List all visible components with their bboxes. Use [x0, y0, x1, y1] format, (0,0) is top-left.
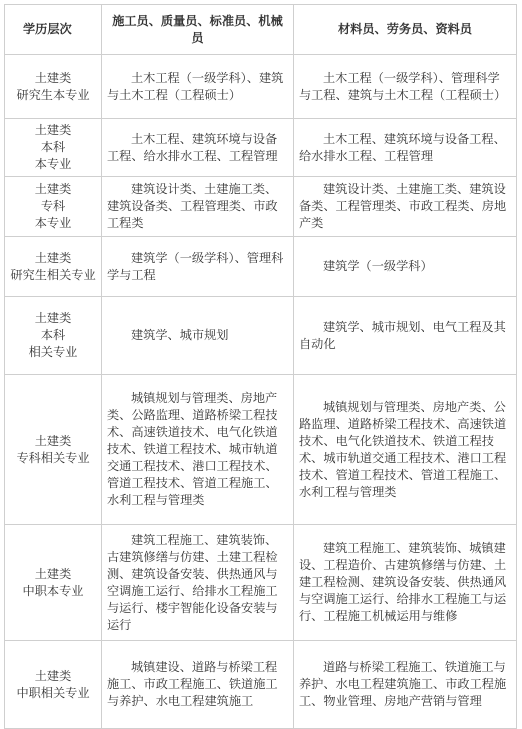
row-group-a: [102, 177, 294, 237]
row-group-a: [102, 119, 294, 177]
row-level: 土建类 专科相关专业: [5, 375, 102, 525]
row-level: 土建类 中职本专业: [5, 525, 102, 641]
row-group-b-text: 建筑学、城市规划、电气工程及其自动化: [299, 319, 506, 351]
row-group-b: [294, 525, 517, 641]
row-group-a: [102, 297, 294, 375]
row-group-a: [102, 375, 294, 525]
row-level: 土建类 研究生本专业: [5, 55, 102, 119]
row-group-a-text: 建筑学、城市规划: [131, 328, 229, 342]
row-group-b: [294, 55, 517, 119]
row-level: 土建类 研究生相关专业: [5, 237, 102, 297]
row-group-a: [102, 237, 294, 297]
table-row: [5, 297, 517, 375]
row-group-b-text: 土木工程、建筑环境与设备工程、给水排水工程、工程管理: [299, 131, 506, 163]
major-requirements-table: [4, 4, 517, 729]
row-group-b: [294, 177, 517, 237]
row-group-a-text: 城镇建设、道路与桥梁工程施工、市政工程施工、铁道施工与养护、水电工程建筑施工: [107, 660, 278, 708]
row-group-b: [294, 119, 517, 177]
row-group-b-text: 土木工程（一级学科）、管理科学与工程、建筑与土木工程（工程硕士）: [299, 70, 507, 102]
table-row: [5, 119, 517, 177]
table-row: [5, 641, 517, 729]
row-group-b-text: 建筑学（一级学科）: [323, 259, 433, 273]
row-group-a-text: 建筑学（一级学科）、管理科学与工程: [107, 250, 284, 282]
row-group-b: [294, 641, 517, 729]
table-row: [5, 525, 517, 641]
row-level: 土建类 本科 相关专业: [5, 297, 102, 375]
row-group-b: [294, 237, 517, 297]
header-group-b: 材料员、劳务员、资料员: [294, 5, 517, 55]
row-group-a: [102, 55, 294, 119]
table-row: [5, 177, 517, 237]
row-group-a-text: 建筑设计类、土建施工类、建筑设备类、工程管理类、市政工程类: [107, 182, 278, 230]
row-group-a-text: 土木工程、建筑环境与设备工程、给水排水工程、工程管理: [107, 131, 278, 163]
row-group-b-text: 建筑设计类、土建施工类、建筑设备类、工程管理类、市政工程类、房地产类: [299, 182, 507, 230]
row-group-b-text: 建筑工程施工、建筑装饰、城镇建设、工程造价、古建筑修缮与仿建、土建工程检测、建筑设备安装、供热通风与空调施工运行、给排水工程施工与运行、工程施工机械运用与维修: [299, 541, 507, 623]
header-row: [5, 5, 517, 55]
row-group-b-text: 城镇规划与管理类、房地产类、公路监理、道路桥梁工程技术、高速铁道技术、电气化铁道技术、铁道工程技术、城市轨道交通工程技术、港口工程技术、管道工程技术、管道工程施工、水利工程与管理类: [299, 399, 507, 499]
row-group-b: [294, 297, 517, 375]
row-group-a-text: 建筑工程施工、建筑装饰、古建筑修缮与仿建、土建工程检测、建筑设备安装、供热通风与空调施工运行、给排水工程施工与运行、楼宇智能化设备安装与运行: [107, 532, 278, 632]
row-level: 土建类 本科 本专业: [5, 119, 102, 177]
table-row: [5, 375, 517, 525]
row-group-b-text: 道路与桥梁工程施工、铁道施工与养护、水电工程建筑施工、市政工程施工、物业管理、房地产营销与管理: [299, 660, 507, 708]
header-group-a: 施工员、质量员、标准员、机械员: [102, 5, 294, 55]
table-row: [5, 55, 517, 119]
row-group-a: [102, 525, 294, 641]
row-group-b: [294, 375, 517, 525]
table-row: [5, 237, 517, 297]
row-group-a-text: 土木工程（一级学科）、建筑与土木工程（工程硕士）: [107, 70, 284, 102]
row-group-a: [102, 641, 294, 729]
row-group-a-text: 城镇规划与管理类、房地产类、公路监理、道路桥梁工程技术、高速铁道技术、电气化铁道技术、铁道工程技术、城市轨道交通工程技术、港口工程技术、管道工程技术、管道工程施工、水利工程与管理类: [107, 391, 278, 507]
row-level: 土建类 专科 本专业: [5, 177, 102, 237]
row-level: 土建类 中职相关专业: [5, 641, 102, 729]
header-level: 学历层次: [5, 5, 102, 55]
